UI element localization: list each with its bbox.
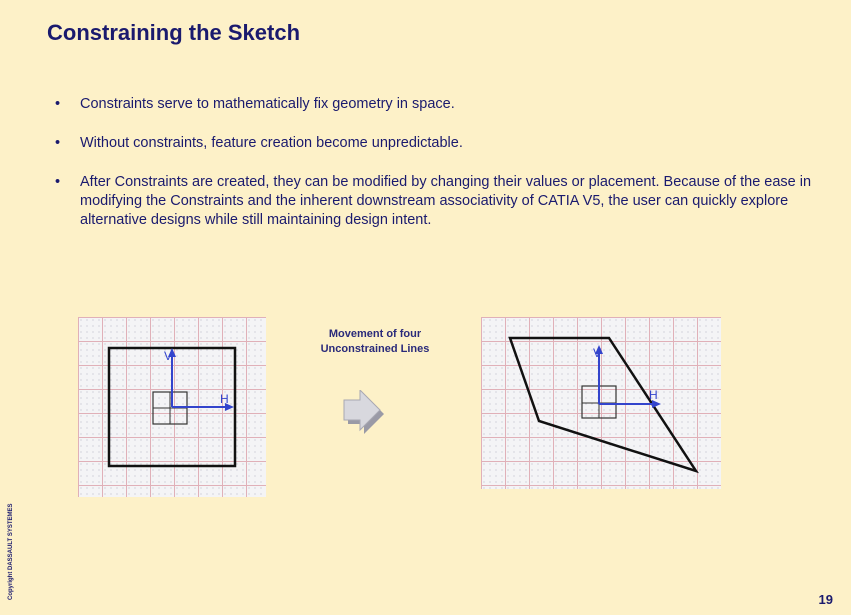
right-arrow-icon — [342, 390, 390, 438]
h-axis-label: H — [649, 388, 658, 402]
bullet-text: After Constraints are created, they can be modified by changing their values or placement. Because of the ease in modifying the Constraints and the inherent downstream associativity of CATIA V5, the user can quickly explore alternative designs while still maintaining design intent. — [80, 174, 812, 228]
h-axis-label: H — [220, 392, 229, 406]
bullet-marker: • — [55, 135, 61, 151]
bullet-item — [55, 95, 815, 114]
bullet-item — [55, 134, 815, 153]
movement-caption — [300, 327, 450, 357]
copyright-notice: Copyright DASSAULT SYSTEMES — [8, 503, 14, 600]
page-number: 19 — [818, 592, 833, 607]
bullet-marker: • — [55, 174, 61, 190]
bullet-item — [55, 173, 815, 230]
bullet-list — [55, 95, 815, 250]
caption-line-1: Movement of four — [328, 328, 422, 340]
slide-title: Constraining the Sketch — [47, 20, 301, 45]
bullet-text: Constraints serve to mathematically fix geometry in space. — [80, 96, 455, 112]
sketch-grid-before — [78, 317, 266, 497]
bullet-marker: • — [55, 96, 61, 112]
sketch-after-figure — [481, 317, 721, 489]
v-axis-label: V — [593, 346, 602, 360]
caption-line-2: Unconstrained Lines — [320, 343, 430, 355]
v-axis-label: V — [164, 349, 173, 363]
sketch-before-figure — [78, 317, 266, 497]
bullet-text: Without constraints, feature creation become unpredictable. — [80, 135, 463, 151]
sketch-grid-after — [481, 317, 721, 489]
